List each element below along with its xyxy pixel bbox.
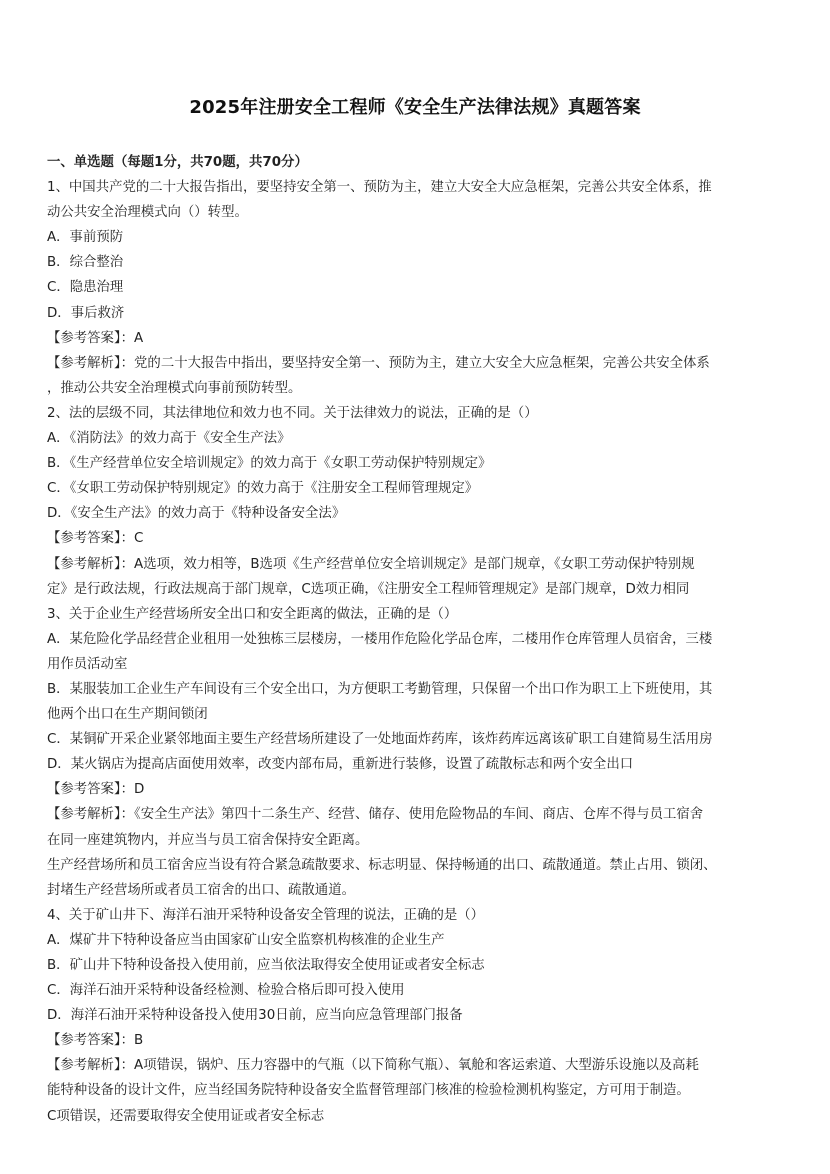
question-stem: 2、法的层级不同，其法律地位和效力也不同。关于法律效力的说法，正确的是（）	[47, 405, 538, 421]
question-stem: 3、关于企业生产经营场所安全出口和安全距离的做法，正确的是（）	[47, 606, 458, 622]
answer-option: A．某危险化学品经营企业租用一处独栋三层楼房，一楼用作危险化学品仓库，二楼用作仓库管理人员宿舍，三楼	[47, 631, 713, 647]
answer-option: 用作员活动室	[47, 656, 128, 672]
reference-analysis: 生产经营场所和员工宿舍应当设有符合紧急疏散要求、标志明显、保持畅通的出口、疏散通道。禁止占用、锁闭、	[47, 857, 717, 873]
question-block	[47, 602, 784, 903]
answer-option: A．《消防法》的效力高于《安全生产法》	[47, 431, 291, 447]
reference-answer: 【参考答案】：B	[47, 1033, 144, 1049]
question-stem: 1、中国共产党的二十大报告指出，要坚持安全第一、预防为主，建立大安全大应急框架，完善公共安全体系，推	[47, 180, 712, 196]
question-list	[47, 175, 784, 1129]
answer-option: D．海洋石油开采特种设备投入使用30日前，应当向应急管理部门报备	[47, 1008, 463, 1024]
question-block	[47, 401, 784, 602]
reference-analysis: 【参考解析】：A选项，效力相等，B选项《生产经营单位安全培训规定》是部门规章，《女职工劳动保护特别规	[47, 556, 695, 572]
reference-analysis: C项错误，还需要取得安全使用证或者安全标志	[47, 1108, 325, 1124]
reference-analysis: 定》是行政法规，行政法规高于部门规章，C选项正确，《注册安全工程师管理规定》是部门规章，D效力相同	[47, 581, 690, 597]
answer-option: D．《安全生产法》的效力高于《特种设备安全法》	[47, 506, 346, 522]
answer-option: 他两个出口在生产期间锁闭	[47, 707, 208, 723]
document-body	[47, 150, 784, 1129]
reference-answer: 【参考答案】：C	[47, 531, 144, 547]
question-stem: 动公共安全治理模式向（）转型。	[47, 205, 248, 221]
answer-option: B．《生产经营单位安全培训规定》的效力高于《女职工劳动保护特别规定》	[47, 456, 492, 472]
reference-analysis: 【参考解析】：《安全生产法》第四十二条生产、经营、储存、使用危险物品的车间、商店、仓库不得与员工宿舍	[47, 807, 704, 823]
answer-option: B．矿山井下特种设备投入使用前，应当依法取得安全使用证或者安全标志	[47, 958, 485, 973]
reference-analysis: 封堵生产经营场所或者员工宿舍的出口、疏散通道。	[47, 882, 355, 898]
question-block	[47, 175, 784, 401]
answer-option: C．《女职工劳动保护特别规定》的效力高于《注册安全工程师管理规定》	[47, 481, 479, 497]
answer-option: A．煤矿井下特种设备应当由国家矿山安全监察机构核准的企业生产	[47, 932, 445, 948]
answer-option: D．某火锅店为提高店面使用效率，改变内部布局，重新进行装修，设置了疏散标志和两个安全出口	[47, 757, 634, 773]
reference-analysis: 【参考解析】：A项错误，锅炉、压力容器中的气瓶（以下简称气瓶）、氧舱和客运索道、大型游乐设施以及高耗	[47, 1058, 699, 1074]
answer-option: C．隐患治理	[47, 280, 124, 296]
reference-analysis: ，推动公共安全治理模式向事前预防转型。	[47, 380, 302, 396]
answer-option: C．某铜矿开采企业紧邻地面主要生产经营场所建设了一处地面炸药库，该炸药库远离该矿职工自建简易生活用房	[47, 732, 713, 748]
answer-option: A．事前预防	[47, 230, 124, 246]
reference-answer: 【参考答案】：A	[47, 330, 144, 346]
answer-option: C．海洋石油开采特种设备经检测、检验合格后即可投入使用	[47, 983, 405, 999]
reference-analysis: 在同一座建筑物内，并应当与员工宿舍保持安全距离。	[47, 832, 369, 848]
answer-option: B．综合整治	[47, 255, 124, 271]
reference-analysis: 【参考解析】：党的二十大报告中指出，要坚持安全第一、预防为主，建立大安全大应急框架，完善公共安全体系	[47, 355, 710, 371]
reference-answer: 【参考答案】：D	[47, 782, 145, 798]
answer-option: B．某服装加工企业生产车间设有三个安全出口，为方便职工考勤管理，只保留一个出口作为职工上下班使用，其	[47, 681, 713, 697]
question-block	[47, 903, 784, 1129]
answer-option: D．事后救济	[47, 305, 125, 321]
reference-analysis: 能特种设备的设计文件，应当经国务院特种设备安全监督管理部门核准的检验检测机构鉴定，方可用于制造。	[47, 1083, 690, 1099]
section-heading: 一、单选题（每题1分，共70题，共70分）	[47, 155, 308, 170]
question-stem: 4、关于矿山井下、海洋石油开采特种设备安全管理的说法，正确的是（）	[47, 907, 485, 923]
document-title: 2025年注册安全工程师《安全生产法律法规》真题答案	[189, 97, 641, 118]
